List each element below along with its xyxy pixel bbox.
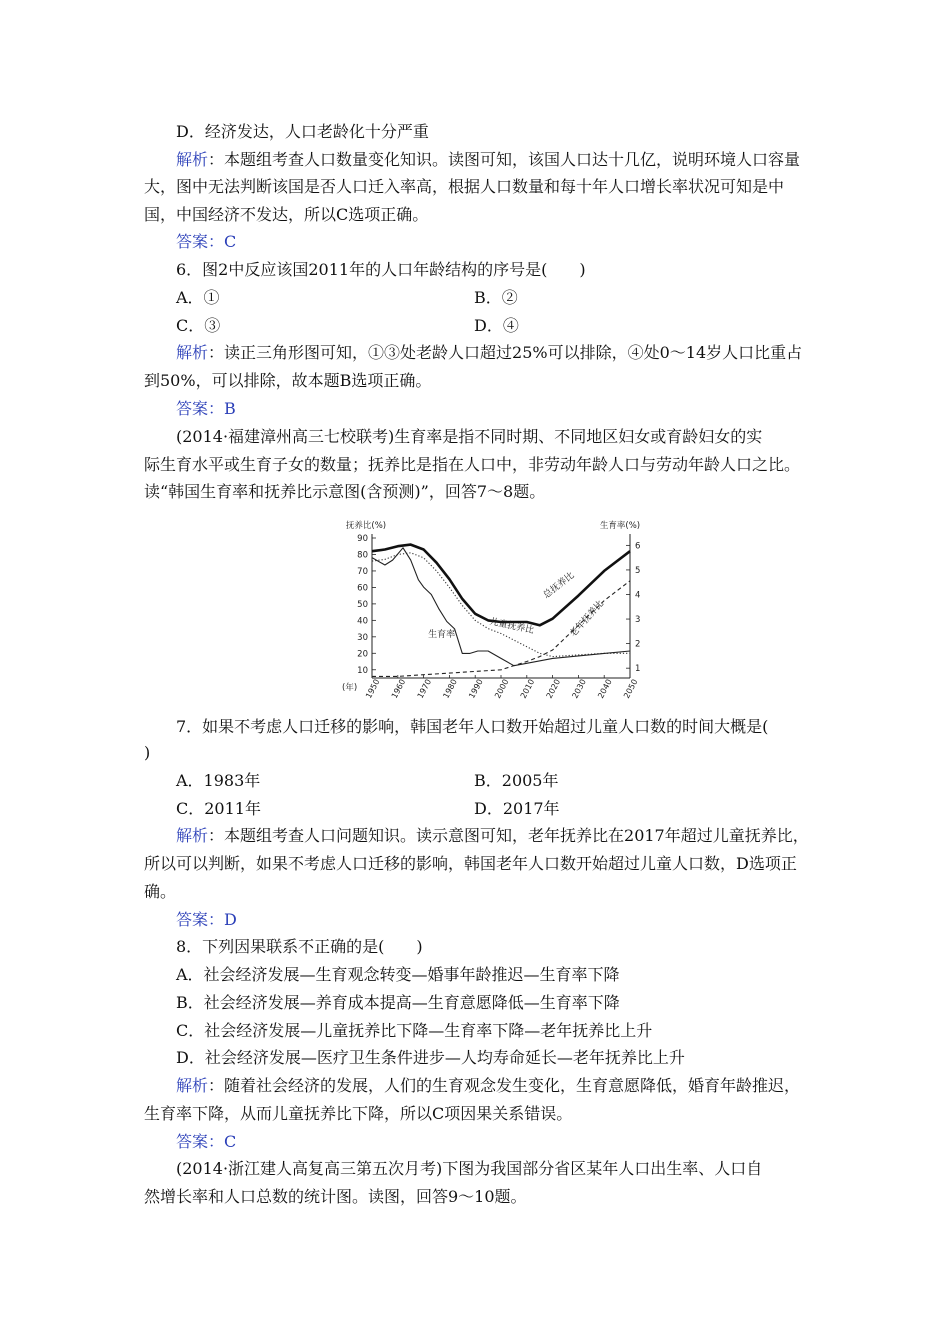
y2-tick-label: 2 xyxy=(635,639,641,650)
q6-option-c: C．③ xyxy=(176,316,221,335)
explanation-label: 解析 xyxy=(176,150,209,169)
q6-option-d: D．④ xyxy=(474,316,519,335)
q7-explanation-line-3: 确。 xyxy=(144,882,177,901)
series-label: 老年抚养比 xyxy=(568,598,607,640)
x-tick-label: 1960 xyxy=(389,677,408,700)
explanation-text: ：读正三角形图可知，①③处老龄人口超过25%可以排除，④处0～14岁人口比重占 xyxy=(208,343,803,362)
y2-tick-label: 3 xyxy=(635,615,641,626)
series-label: 生育率 xyxy=(428,629,456,640)
y-tick-label: 80 xyxy=(357,550,368,561)
y2-tick-label: 6 xyxy=(635,541,641,552)
q6-answer: 答案：B xyxy=(176,399,236,418)
x-tick-label: 2040 xyxy=(596,677,614,700)
x-tick-label: 2020 xyxy=(544,677,563,700)
q7-stem-line-1: 7．如果不考虑人口迁移的影响，韩国老年人口数开始超过儿童人口数的时间大概是( xyxy=(176,717,769,736)
y-tick-label: 70 xyxy=(357,566,368,577)
intro-line-1: (2014·福建漳州高三七校联考)生育率是指不同时期、不同地区妇女或育龄妇女的实 xyxy=(176,427,763,446)
series-label: 儿童抚养比 xyxy=(488,617,535,637)
y-tick-label: 40 xyxy=(357,616,368,627)
x-tick-label: 2050 xyxy=(622,677,640,700)
q8-explanation-line-2: 生育率下降，从而儿童抚养比下降，所以C项因果关系错误。 xyxy=(144,1104,573,1123)
q8-option-b: B．社会经济发展—养育成本提高—生育意愿降低—生育率下降 xyxy=(176,993,620,1012)
q7-option-c: C．2011年 xyxy=(176,799,261,818)
intro2-line-2: 然增长率和人口总数的统计图。读图，回答9～10题。 xyxy=(144,1187,527,1206)
q7-stem-line-2: ) xyxy=(144,743,151,762)
explanation-label: 解析 xyxy=(176,343,209,362)
q5-option-d: D．经济发达，人口老龄化十分严重 xyxy=(176,122,429,141)
q7-option-b: B．2005年 xyxy=(474,771,559,790)
q8-option-d: D．社会经济发展—医疗卫生条件进步—人均寿命延长—老年抚养比上升 xyxy=(176,1048,685,1067)
q7-option-a: A．1983年 xyxy=(176,771,261,790)
q6-explanation-line-1 xyxy=(176,343,802,363)
y2-tick-label: 1 xyxy=(635,664,641,675)
q7-option-d: D．2017年 xyxy=(474,799,560,818)
q5-answer: 答案：C xyxy=(176,232,237,251)
q7-explanation-line-1 xyxy=(176,826,809,846)
explanation-text: ：随着社会经济的发展，人们的生育观念发生变化，生育意愿降低，婚育年龄推迟， xyxy=(208,1076,801,1095)
q8-stem: 8．下列因果联系不正确的是( ) xyxy=(176,937,423,956)
x-tick-label: 1950 xyxy=(364,677,382,700)
y-axis-title: 抚养比(%) xyxy=(345,521,387,531)
x-tick-label: 2010 xyxy=(518,677,537,700)
q7-explanation-line-2: 所以可以判断，如果不考虑人口迁移的影响，韩国老年人口数开始超过儿童人口数，D选项正 xyxy=(144,854,797,873)
q8-answer: 答案：C xyxy=(176,1132,237,1151)
intro2-line-1: (2014·浙江建人高复高三第五次月考)下图为我国部分省区某年人口出生率、人口自 xyxy=(176,1159,763,1178)
y-tick-label: 10 xyxy=(357,665,368,676)
x-tick-label: 1990 xyxy=(467,677,485,700)
q6-option-b: B．② xyxy=(474,288,518,307)
y-tick-label: 30 xyxy=(357,632,368,643)
q6-option-a: A．① xyxy=(176,288,220,307)
intro-line-3: 读“韩国生育率和抚养比示意图(含预测)”，回答7～8题。 xyxy=(144,482,546,501)
y-tick-label: 50 xyxy=(357,599,368,610)
q5-explanation-line-3: 国，中国经济不发达，所以C选项正确。 xyxy=(144,205,429,224)
y2-tick-label: 4 xyxy=(635,590,641,601)
series-line-2 xyxy=(372,553,630,657)
series-label: 总抚养比 xyxy=(541,570,577,601)
y-tick-label: 20 xyxy=(357,649,368,660)
q8-option-a: A．社会经济发展—生育观念转变—婚事年龄推迟—生育率下降 xyxy=(176,965,620,984)
q5-explanation-line-1 xyxy=(176,150,800,170)
q6-stem: 6．图2中反应该国2011年的人口年龄结构的序号是( ) xyxy=(176,260,586,279)
x-tick-label: 1980 xyxy=(441,677,459,700)
y2-tick-label: 5 xyxy=(635,565,641,576)
x-tick-label: 1970 xyxy=(415,677,434,700)
x-tick-label: 2030 xyxy=(570,677,588,700)
q8-explanation-line-1 xyxy=(176,1076,800,1096)
q6-explanation-line-2: 到50%，可以排除，故本题B选项正确。 xyxy=(144,371,432,390)
q5-explanation-line-2: 大，图中无法判断该国是否人口迁入率高，根据人口数量和每十年人口增长率状况可知是中 xyxy=(144,177,785,196)
y-tick-label: 90 xyxy=(357,534,368,544)
y2-axis-title: 生育率(%) xyxy=(599,521,641,531)
explanation-label: 解析 xyxy=(176,1076,209,1095)
explanation-text: ：本题组考查人口数量变化知识。读图可知，该国人口达十几亿，说明环境人口容量 xyxy=(208,150,801,169)
korea-fertility-dependency-chart xyxy=(330,512,648,700)
x-tick-label: 2000 xyxy=(493,677,511,700)
q7-answer: 答案：D xyxy=(176,910,237,929)
q8-option-c: C．社会经济发展—儿童抚养比下降—生育率下降—老年抚养比上升 xyxy=(176,1021,653,1040)
x-axis-title: (年) xyxy=(342,683,358,693)
intro-line-2: 际生育水平或生育子女的数量；抚养比是指在人口中，非劳动年龄人口与劳动年龄人口之比。 xyxy=(144,455,801,474)
y-tick-label: 60 xyxy=(357,583,368,594)
explanation-text: ：本题组考查人口问题知识。读示意图可知，老年抚养比在2017年超过儿童抚养比， xyxy=(208,826,809,845)
explanation-label: 解析 xyxy=(176,826,209,845)
